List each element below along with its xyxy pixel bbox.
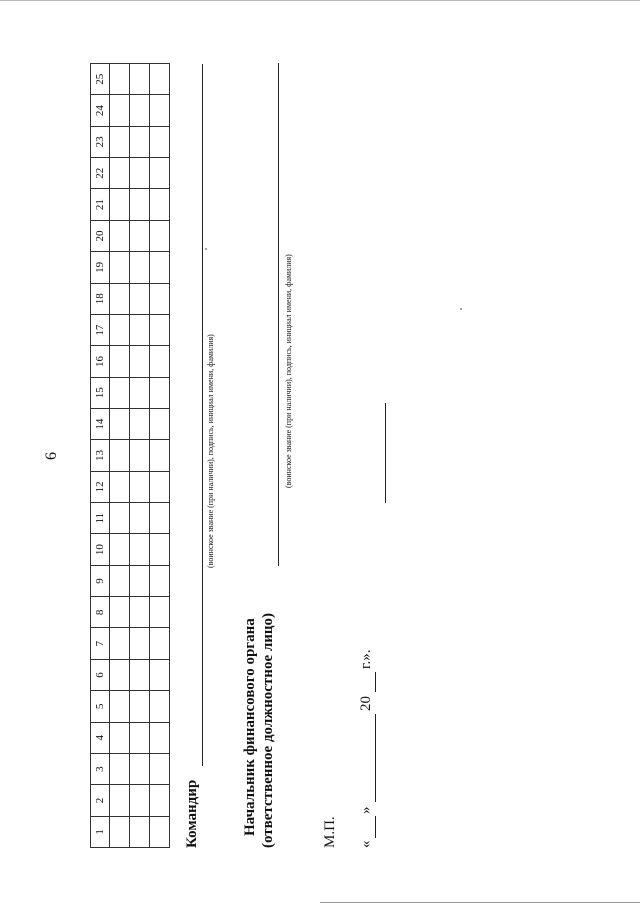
grid-cell[interactable] bbox=[150, 471, 170, 502]
grid-cell[interactable] bbox=[150, 346, 170, 377]
date-year-suffix: г.». bbox=[358, 649, 374, 669]
date-year-prefix: 20 bbox=[358, 696, 374, 711]
grid-cell[interactable] bbox=[130, 283, 150, 314]
grid-cell[interactable] bbox=[130, 252, 150, 283]
grid-cell[interactable] bbox=[150, 220, 170, 251]
grid-cell[interactable] bbox=[110, 785, 130, 816]
finance-label-line1: Начальник финансового органа bbox=[242, 618, 258, 836]
finance-label-line2: (ответственное должностное лицо) bbox=[260, 612, 276, 848]
grid-cell[interactable] bbox=[150, 565, 170, 596]
grid-cell[interactable] bbox=[150, 126, 170, 157]
grid-cell[interactable] bbox=[150, 597, 170, 628]
grid-cell[interactable] bbox=[110, 408, 130, 439]
grid-header-cell: 5 bbox=[91, 691, 110, 722]
grid-cell[interactable] bbox=[110, 691, 130, 722]
grid-header-cell: 12 bbox=[91, 471, 110, 502]
grid-cell[interactable] bbox=[110, 597, 130, 628]
grid-header-cell: 9 bbox=[91, 565, 110, 596]
commander-label: Командир bbox=[184, 779, 200, 848]
grid-header-cell: 8 bbox=[91, 597, 110, 628]
grid-cell[interactable] bbox=[150, 377, 170, 408]
grid-cell[interactable] bbox=[130, 126, 150, 157]
grid-cell[interactable] bbox=[130, 785, 150, 816]
grid-cell[interactable] bbox=[130, 503, 150, 534]
grid-cell[interactable] bbox=[110, 377, 130, 408]
grid-header-cell: 23 bbox=[91, 126, 110, 157]
grid-header-cell: 17 bbox=[91, 314, 110, 345]
grid-header-cell: 22 bbox=[91, 158, 110, 189]
stamp-placeholder: М.П. bbox=[322, 816, 338, 848]
grid-cell[interactable] bbox=[110, 64, 130, 95]
grid-header-cell: 1 bbox=[91, 816, 110, 847]
grid-cell[interactable] bbox=[110, 722, 130, 753]
grid-cell[interactable] bbox=[110, 471, 130, 502]
grid-cell[interactable] bbox=[150, 440, 170, 471]
grid-header-cell: 18 bbox=[91, 283, 110, 314]
grid-cell[interactable] bbox=[130, 158, 150, 189]
commander-signature-line[interactable] bbox=[184, 64, 203, 766]
grid-header-cell: 6 bbox=[91, 659, 110, 690]
grid-cell[interactable] bbox=[130, 753, 150, 784]
grid-header-cell: 10 bbox=[91, 534, 110, 565]
grid-cell[interactable] bbox=[130, 440, 150, 471]
grid-row bbox=[110, 64, 130, 848]
grid-cell[interactable] bbox=[130, 346, 150, 377]
date-year-line[interactable] bbox=[358, 672, 376, 692]
grid-cell[interactable] bbox=[150, 659, 170, 690]
date-open-quote: « bbox=[358, 840, 374, 848]
date-day-line[interactable] bbox=[358, 816, 376, 838]
grid-cell[interactable] bbox=[150, 785, 170, 816]
grid-cell[interactable] bbox=[150, 816, 170, 847]
grid-cell[interactable] bbox=[150, 534, 170, 565]
data-grid-table bbox=[90, 63, 170, 848]
finance-caption: (воинское звание (при наличии), подпись, инициал имени, фамилия) bbox=[284, 254, 293, 488]
grid-header-cell: 24 bbox=[91, 95, 110, 126]
grid-header-cell: 2 bbox=[91, 785, 110, 816]
grid-cell[interactable] bbox=[110, 346, 130, 377]
grid-header-cell: 7 bbox=[91, 628, 110, 659]
grid-cell[interactable] bbox=[150, 189, 170, 220]
commander-caption: (воинское звание (при наличии), подпись, инициал имени, фамилия) bbox=[206, 334, 215, 568]
grid-cell[interactable] bbox=[150, 722, 170, 753]
grid-cell[interactable] bbox=[110, 534, 130, 565]
grid-header-cell: 21 bbox=[91, 189, 110, 220]
grid-cell[interactable] bbox=[130, 95, 150, 126]
grid-cell[interactable] bbox=[110, 252, 130, 283]
grid-cell[interactable] bbox=[130, 377, 150, 408]
grid-header-cell: 16 bbox=[91, 346, 110, 377]
grid-cell[interactable] bbox=[150, 503, 170, 534]
grid-cell[interactable] bbox=[130, 659, 150, 690]
grid-cell[interactable] bbox=[150, 753, 170, 784]
grid-header-cell: 25 bbox=[91, 64, 110, 95]
finance-signature-line[interactable] bbox=[260, 63, 279, 566]
grid-cell[interactable] bbox=[110, 283, 130, 314]
grid-row bbox=[130, 64, 150, 848]
grid-cell[interactable] bbox=[110, 95, 130, 126]
grid-header-cell: 20 bbox=[91, 220, 110, 251]
grid-cell[interactable] bbox=[110, 440, 130, 471]
grid-cell[interactable] bbox=[130, 314, 150, 345]
grid-cell[interactable] bbox=[110, 565, 130, 596]
page-number: 6 bbox=[43, 452, 60, 460]
date-month-line[interactable] bbox=[358, 714, 376, 802]
grid-cell[interactable] bbox=[130, 189, 150, 220]
grid-cell[interactable] bbox=[110, 816, 130, 847]
grid-cell[interactable] bbox=[130, 408, 150, 439]
grid-cell[interactable] bbox=[110, 220, 130, 251]
grid-cell[interactable] bbox=[130, 565, 150, 596]
grid-cell[interactable] bbox=[130, 722, 150, 753]
grid-header-cell: 14 bbox=[91, 408, 110, 439]
grid-cell[interactable] bbox=[110, 314, 130, 345]
grid-header-cell: 19 bbox=[91, 252, 110, 283]
grid-cell[interactable] bbox=[150, 408, 170, 439]
grid-header-row bbox=[91, 64, 110, 848]
grid-cell[interactable] bbox=[110, 158, 130, 189]
grid-cell[interactable] bbox=[130, 534, 150, 565]
grid-cell[interactable] bbox=[110, 189, 130, 220]
grid-cell[interactable] bbox=[150, 691, 170, 722]
grid-header-cell: 4 bbox=[91, 722, 110, 753]
scan-bottom-edge bbox=[320, 902, 640, 903]
grid-cell[interactable] bbox=[130, 628, 150, 659]
grid-cell[interactable] bbox=[130, 691, 150, 722]
grid-header-cell: 3 bbox=[91, 753, 110, 784]
grid-header-cell: 15 bbox=[91, 377, 110, 408]
grid-cell[interactable] bbox=[110, 753, 130, 784]
grid-cell[interactable] bbox=[130, 597, 150, 628]
grid-cell[interactable] bbox=[130, 220, 150, 251]
grid-cell[interactable] bbox=[150, 252, 170, 283]
grid-cell[interactable] bbox=[150, 64, 170, 95]
rotated-document-body bbox=[90, 48, 450, 848]
grid-cell[interactable] bbox=[130, 471, 150, 502]
scan-top-edge bbox=[0, 0, 640, 1]
grid-cell[interactable] bbox=[110, 126, 130, 157]
grid-cell[interactable] bbox=[110, 628, 130, 659]
grid-cell[interactable] bbox=[150, 628, 170, 659]
grid-cell[interactable] bbox=[130, 64, 150, 95]
date-close-quote: » bbox=[358, 806, 374, 814]
grid-cell[interactable] bbox=[150, 314, 170, 345]
grid-cell[interactable] bbox=[130, 816, 150, 847]
grid-cell[interactable] bbox=[150, 158, 170, 189]
extra-blank-line bbox=[385, 403, 386, 503]
grid-row bbox=[150, 64, 170, 848]
grid-header-cell: 13 bbox=[91, 440, 110, 471]
grid-cell[interactable] bbox=[110, 659, 130, 690]
grid-cell[interactable] bbox=[150, 283, 170, 314]
grid-cell[interactable] bbox=[110, 503, 130, 534]
grid-cell[interactable] bbox=[150, 95, 170, 126]
grid-header-cell: 11 bbox=[91, 503, 110, 534]
scan-speck bbox=[460, 308, 462, 310]
